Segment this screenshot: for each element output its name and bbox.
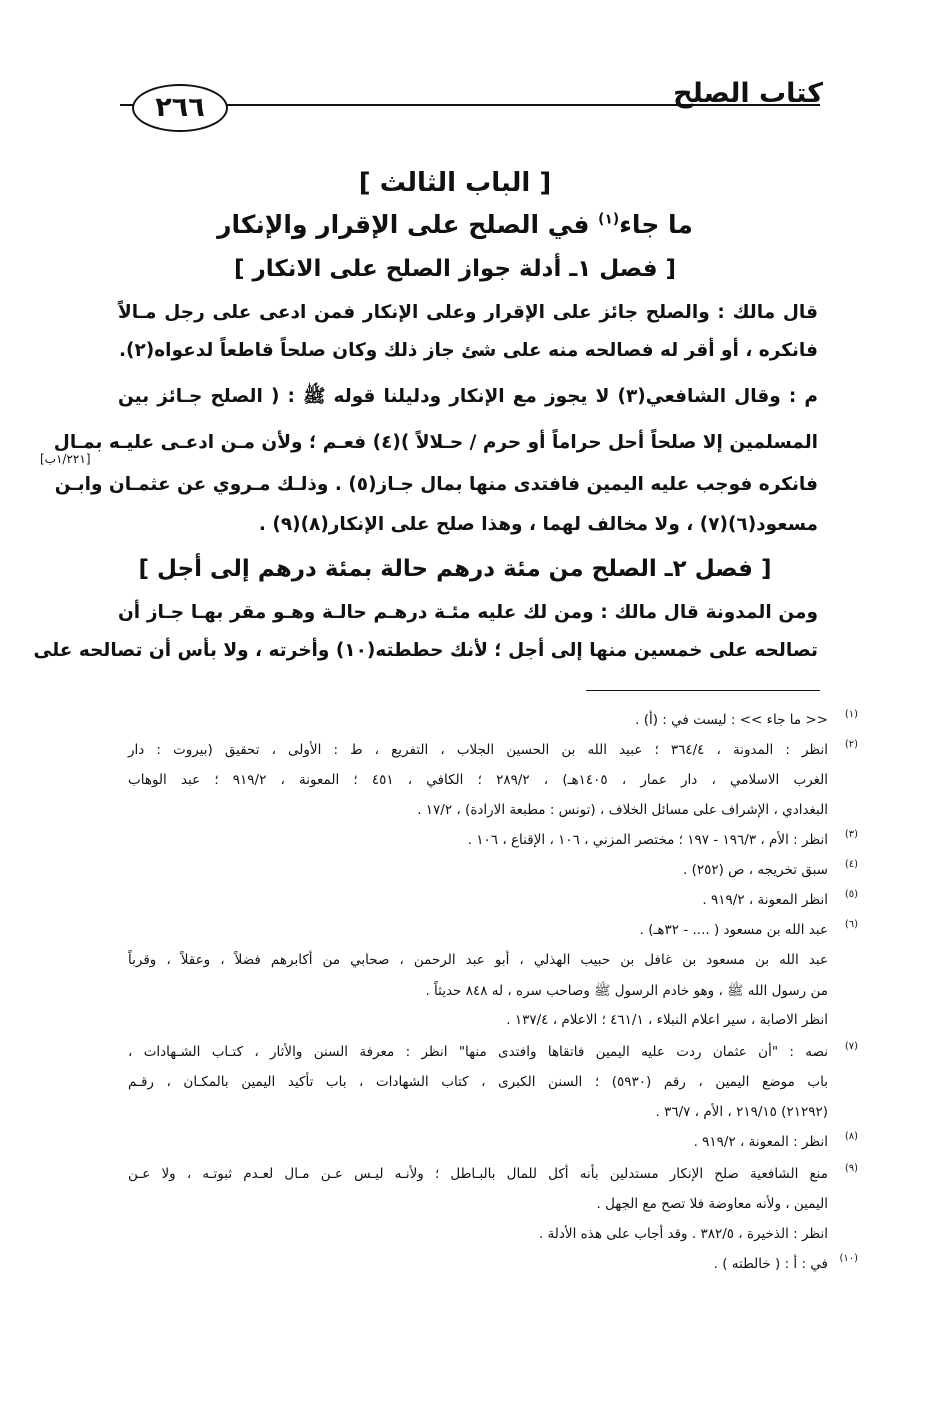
footnote-6	[128, 919, 858, 938]
footnote-3	[128, 829, 858, 848]
footnote-7	[128, 1041, 858, 1060]
footnote-number: (٢)	[844, 739, 858, 750]
footnote-7-line-3: (٢١٢٩٢) ٢١٩/١٥ ، الأم ، ٣٦/٧ .	[655, 1104, 828, 1120]
chapter-title-main: ما جاء	[619, 210, 693, 239]
footnote-5	[128, 889, 858, 908]
footnote-8	[128, 1131, 858, 1150]
footnote-text: نصه : "أن عثمان ردت عليه اليمين فاتقاها وافتدى منها" انظر : معرفة السنن والأثار ، كتـاب الشـهادات ،	[128, 1044, 828, 1060]
footnote-number: (٦)	[844, 919, 858, 930]
section-heading-1: [ فصل ١ـ أدلة جواز الصلح على الانكار ]	[233, 256, 677, 282]
page-number: ٢٦٦	[132, 84, 228, 132]
footnote-9-line-2: اليمين ، ولأنه معاوضة فلا تصح مع الجهل .	[596, 1196, 828, 1212]
footnote-9	[128, 1163, 858, 1182]
footnote-number: (٥)	[844, 889, 858, 900]
footnote-text: انظر المعونة ، ٩١٩/٢ .	[702, 892, 828, 908]
footnote-7-line-2: باب موضع اليمين ، رقم (٥٩٣٠) ؛ السنن الكبرى ، كتاب الشهادات ، باب تأكيد اليمين بالمكـان ، رقـم	[128, 1074, 828, 1090]
footnote-4	[128, 859, 858, 878]
footnote-number: (١)	[844, 709, 858, 720]
footnote-1	[128, 709, 858, 728]
body-line-8: تصالحه على خمسين منها إلى أجل ؛ لأنك حططته(١٠) وأخرته ، ولا بأس أن تصالحه على	[33, 640, 818, 661]
chapter-title	[90, 210, 820, 239]
footnote-text: عبد الله بن مسعود ( .... - ٣٢هـ) .	[639, 922, 828, 938]
footnote-6-line-3: من رسول الله ﷺ ، وهو خادم الرسول ﷺ وصاحب سره ، له ٨٤٨ حديثاً .	[425, 983, 828, 999]
chapter-heading: [ الباب الثالث ]	[358, 168, 552, 198]
footnote-number: (١٠)	[839, 1253, 858, 1264]
body-line-7: ومن المدونة قال مالك : ومن لك عليه مئـة درهـم حالـة وهـو مقر بهـا جـاز أن	[118, 602, 818, 623]
footnote-text: انظر : المدونة ، ٣٦٤/٤ ؛ عبيد الله بن الحسين الجلاب ، التفريع ، ط : الأولى ، تحقيق (بيروت : دار	[128, 742, 828, 758]
footnote-2-line-2: الغرب الاسلامي ، دار عمار ، ١٤٠٥هـ) ، ٢٨٩/٢ ؛ الكافي ، ٤٥١ ؛ المعونة ، ٩١٩/٢ ؛ عبد الوهاب	[128, 772, 829, 788]
body-line-4: المسلمين إلا صلحاً أحل حراماً أو حرم / حـلالاً )(٤) فعـم ؛ ولأن مـن ادعـى عليـه بمـال	[53, 432, 818, 453]
footnote-number: (٨)	[844, 1131, 858, 1142]
running-title: كتاب الصلح	[673, 78, 823, 109]
footnote-text: انظر : المعونة ، ٩١٩/٢ .	[693, 1134, 828, 1150]
footnote-2	[128, 739, 858, 758]
body-line-6: مسعود(٦)(٧) ، ولا مخالف لهما ، وهذا صلح على الإنكار(٨)(٩) .	[258, 514, 818, 535]
footnote-10	[128, 1253, 858, 1272]
footnote-separator	[586, 690, 820, 691]
chapter-title-footnote-ref: (١)	[598, 211, 620, 228]
footnote-6-line-2: عبد الله بن مسعود بن غافل بن حبيب الهذلي ، أبو عبد الرحمن ، صحابي من أكابرهم فضلاً ، وعقلاً ، وقرباً	[128, 952, 828, 968]
body-line-1: قال مالك : والصلح جائز على الإقرار وعلى الإنكار فمن ادعى على رجل مـالاً	[118, 302, 818, 323]
margin-folio-note: [١/٢٢١ب]	[40, 452, 91, 466]
footnote-text: منع الشافعية صلح الإنكار مستدلين بأنه أكل للمال بالبـاطل ؛ ولأنـه ليـس عـن مـال لعـدم ثبوتـه ، ولا عـن	[128, 1166, 828, 1182]
footnote-text: << ما جاء >> : ليست في : (أ) .	[635, 712, 828, 728]
section-heading-2: [ فصل ٢ـ الصلح من مئة درهم حالة بمئة درهم إلى أجل ]	[138, 556, 772, 582]
footnote-number: (٣)	[844, 829, 858, 840]
footnote-text: انظر : الأم ، ١٩٦/٣ - ١٩٧ ؛ مختصر المزني ، ١٠٦ ، الإقناع ، ١٠٦ .	[467, 832, 828, 848]
body-line-5: فانكره فوجب عليه اليمين فافتدى منها بمال جـاز(٥) . وذلـك مـروي عن عثمـان وابـن	[54, 474, 818, 495]
footnote-9-line-3: انظر : الذخيرة ، ٣٨٢/٥ . وقد أجاب على هذه الأدلة .	[538, 1226, 828, 1242]
body-line-3: م : وقال الشافعي(٣) لا يجوز مع الإنكار ودليلنا قوله ﷺ : ( الصلح جـائز بين	[118, 386, 818, 407]
footnote-2-line-3: البغدادي ، الإشراف على مسائل الخلاف ، (تونس : مطبعة الارادة) ، ١٧/٢ .	[417, 802, 828, 818]
footnote-number: (٧)	[844, 1041, 858, 1052]
footnote-text: في : أ : ( خالطته ) .	[713, 1256, 828, 1272]
chapter-title-rest: في الصلح على الإقرار والإنكار	[217, 210, 599, 239]
footnote-6-line-4: انظر الاصابة ، سير اعلام النبلاء ، ٤٦١/١ ؛ الاعلام ، ١٣٧/٤ .	[506, 1012, 828, 1028]
footnote-number: (٩)	[844, 1163, 858, 1174]
body-line-2: فانكره ، أو أقر له فصالحه منه على شئ جاز ذلك وكان صلحاً قاطعاً لدعواه(٢).	[119, 340, 818, 361]
footnote-number: (٤)	[844, 859, 858, 870]
footnote-text: سبق تخريجه ، ص (٢٥٢) .	[682, 862, 828, 878]
